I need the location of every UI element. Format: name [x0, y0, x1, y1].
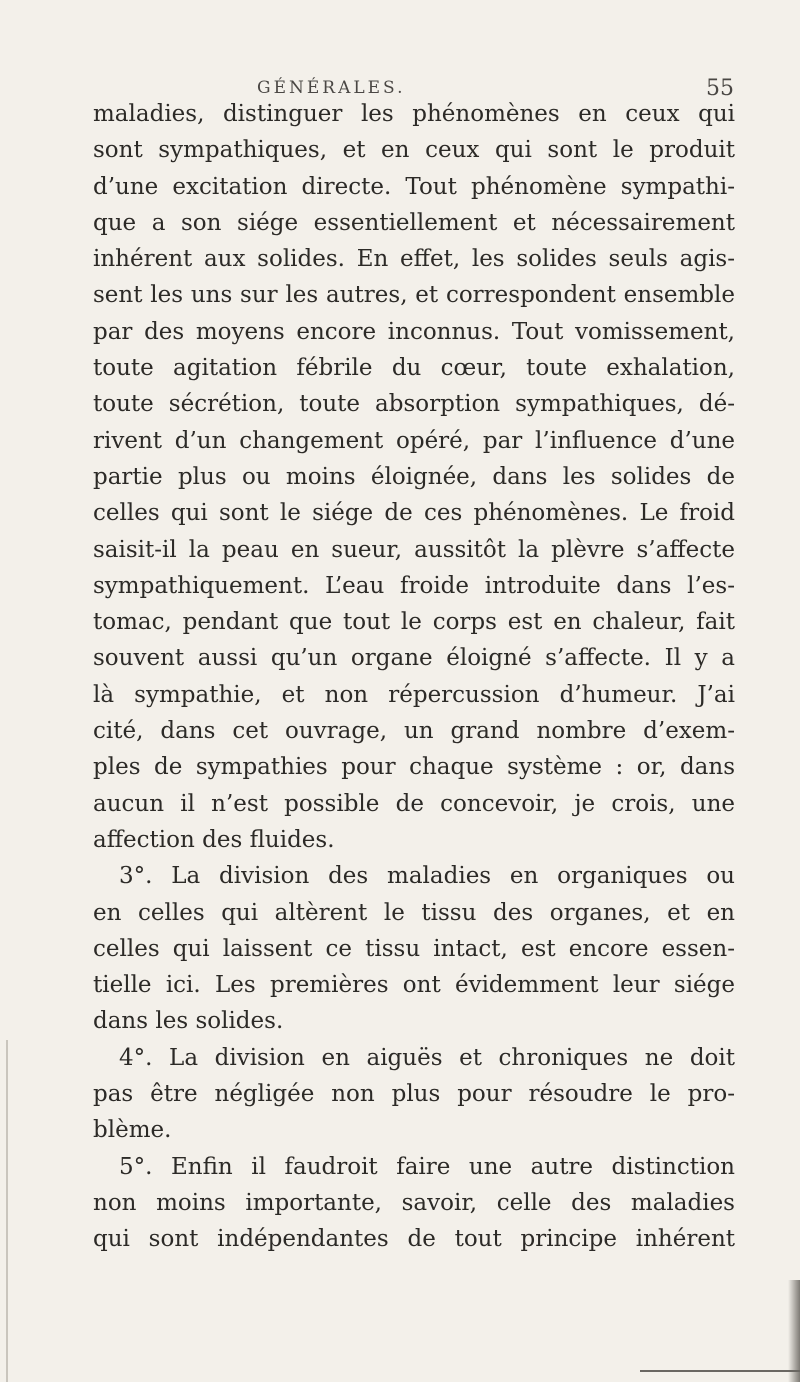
text-line: toute agitation fébrile du cœur, toute exhalation,: [93, 355, 735, 382]
text-line: que a son siége essentiellement et nécessairement: [93, 209, 735, 236]
text-line: qui sont indépendantes de tout principe inhérent: [93, 1226, 735, 1253]
text-line: celles qui sont le siége de ces phénomènes. Le froid: [93, 500, 735, 527]
text-line: blème.: [93, 1117, 172, 1144]
text-line: en celles qui altèrent le tissu des organes, et en: [93, 899, 735, 926]
text-line: 4°. La division en aiguës et chroniques ne doit: [119, 1044, 735, 1071]
page-bottom-edge: [640, 1370, 800, 1372]
page-number: 55: [706, 76, 734, 101]
page-edge-shadow: [788, 1280, 800, 1382]
text-line: ples de sympathies pour chaque système : or, dans: [93, 754, 735, 781]
text-line: là sympathie, et non répercussion d’humeur. J’ai: [93, 681, 735, 708]
text-line: souvent aussi qu’un organe éloigné s’affecte. Il y a: [93, 645, 735, 672]
text-line: d’une excitation directe. Tout phénomène sympathi-: [93, 173, 735, 200]
text-line: partie plus ou moins éloignée, dans les solides de: [93, 463, 735, 490]
text-line: non moins importante, savoir, celle des maladies: [93, 1189, 735, 1216]
running-head: GÉNÉRALES.: [257, 78, 406, 98]
text-line: toute sécrétion, toute absorption sympathiques, dé-: [93, 391, 735, 418]
text-line: affection des fluides.: [93, 826, 335, 853]
text-line: sent les uns sur les autres, et correspondent ensemble: [93, 282, 735, 309]
text-line: dans les solides.: [93, 1008, 284, 1035]
text-line: aucun il n’est possible de concevoir, je crois, une: [93, 790, 735, 817]
text-line: rivent d’un changement opéré, par l’influence d’une: [93, 427, 735, 454]
body-text: [93, 96, 735, 1258]
text-line: inhérent aux solides. En effet, les solides seuls agis-: [93, 246, 735, 273]
text-line: 3°. La division des maladies en organiques ou: [119, 863, 735, 890]
text-line: par des moyens encore inconnus. Tout vomissement,: [93, 318, 735, 345]
text-line: maladies, distinguer les phénomènes en ceux qui: [93, 101, 735, 127]
text-line: pas être négligée non plus pour résoudre le pro-: [93, 1081, 735, 1108]
text-line: tomac, pendant que tout le corps est en chaleur, fait: [93, 609, 735, 636]
text-line: saisit-il la peau en sueur, aussitôt la plèvre s’affecte: [93, 536, 735, 563]
text-line: 5°. Enfin il faudroit faire une autre distinction: [119, 1153, 735, 1180]
text-line: cité, dans cet ouvrage, un grand nombre d’exem-: [93, 718, 735, 745]
text-line: sont sympathiques, et en ceux qui sont le produit: [93, 137, 735, 164]
page-edge-shadow: [6, 1040, 8, 1382]
text-line: celles qui laissent ce tissu intact, est encore essen-: [93, 935, 735, 962]
text-line: tielle ici. Les premières ont évidemment leur siége: [93, 972, 735, 999]
text-line: sympathiquement. L’eau froide introduite dans l’es-: [93, 572, 735, 599]
